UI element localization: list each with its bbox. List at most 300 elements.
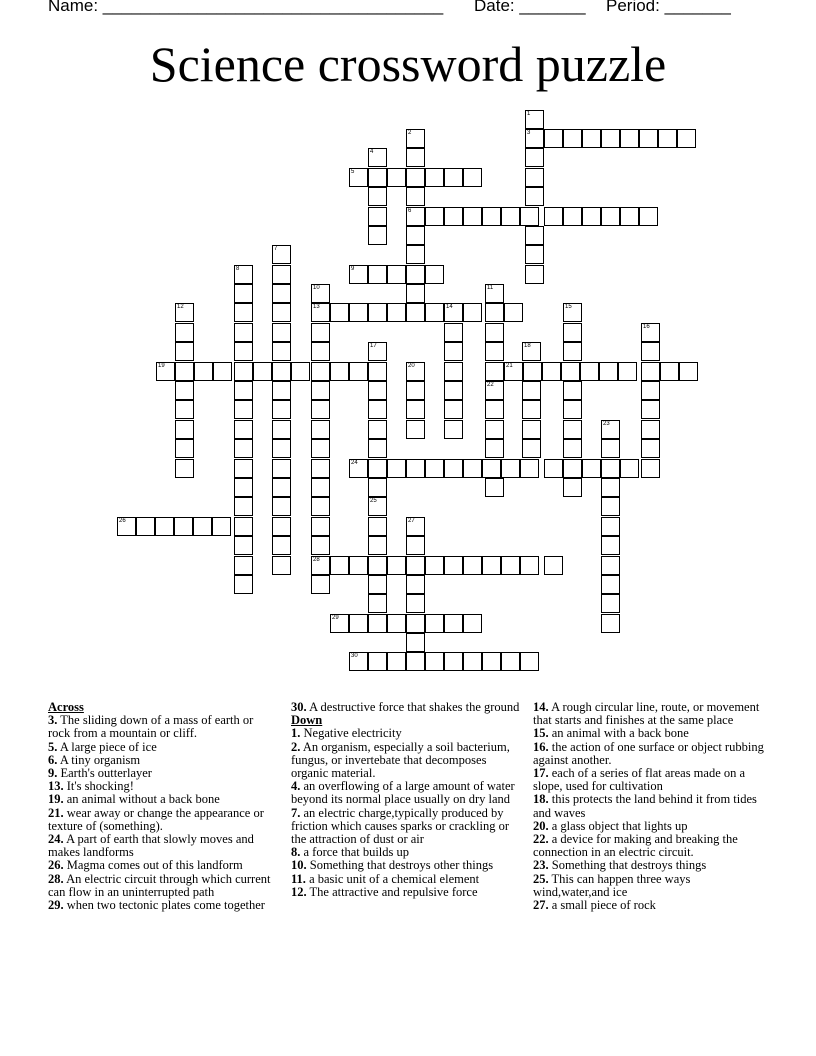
grid-cell[interactable] [485,303,504,322]
grid-cell[interactable] [406,129,425,148]
grid-cell[interactable] [175,362,194,381]
grid-cell[interactable] [311,439,330,458]
grid-cell[interactable] [504,303,523,322]
clue-number: 7. [291,805,301,820]
grid-cell[interactable] [641,439,660,458]
grid-cell[interactable] [444,614,463,633]
grid-cell[interactable] [368,420,387,439]
grid-cell[interactable] [387,459,406,478]
clue-number: 3. [48,713,58,728]
grid-cell[interactable] [641,342,660,361]
clue-number: 9. [48,766,58,781]
grid-cell[interactable] [639,129,658,148]
grid-cell[interactable] [582,129,601,148]
clue-column-2 [291,701,526,899]
grid-cell[interactable] [444,400,463,419]
grid-cell[interactable] [234,265,253,284]
grid-cell[interactable] [639,207,658,226]
grid-cell[interactable] [542,362,561,381]
grid-cell[interactable] [601,129,620,148]
grid-cell[interactable] [368,536,387,555]
grid-cell[interactable] [406,556,425,575]
clue-number-label: 11 [487,285,494,291]
grid-cell[interactable] [463,168,482,187]
grid-cell[interactable] [272,245,291,264]
grid-cell[interactable] [349,168,368,187]
grid-cell[interactable] [522,439,541,458]
grid-cell[interactable] [620,129,639,148]
grid-cell[interactable] [601,575,620,594]
grid-cell[interactable] [175,400,194,419]
grid-cell[interactable] [563,420,582,439]
grid-cell[interactable] [563,439,582,458]
grid-cell[interactable] [368,148,387,167]
grid-cell[interactable] [406,226,425,245]
grid-cell[interactable] [117,517,136,536]
grid-cell[interactable] [406,168,425,187]
grid-cell[interactable] [482,652,501,671]
grid-cell[interactable] [406,265,425,284]
grid-cell[interactable] [175,381,194,400]
grid-cell[interactable] [174,517,193,536]
grid-cell[interactable] [272,284,291,303]
grid-cell[interactable] [406,207,425,226]
grid-cell[interactable] [544,207,563,226]
grid-cell[interactable] [444,652,463,671]
grid-cell[interactable] [311,400,330,419]
clue-number-label: 30 [351,653,358,659]
grid-cell[interactable] [641,400,660,419]
grid-cell[interactable] [504,362,523,381]
grid-cell[interactable] [406,420,425,439]
grid-cell[interactable] [520,459,539,478]
grid-cell[interactable] [463,556,482,575]
grid-cell[interactable] [175,303,194,322]
grid-cell[interactable] [501,207,520,226]
grid-cell[interactable] [601,478,620,497]
grid-cell[interactable] [463,652,482,671]
clue-number: 18. [533,792,549,807]
grid-cell[interactable] [234,439,253,458]
grid-cell[interactable] [501,556,520,575]
grid-cell[interactable] [311,459,330,478]
grid-cell[interactable] [522,342,541,361]
grid-cell[interactable] [212,517,231,536]
grid-cell[interactable] [641,362,660,381]
grid-cell[interactable] [679,362,698,381]
grid-cell[interactable] [368,575,387,594]
grid-cell[interactable] [234,497,253,516]
grid-cell[interactable] [387,614,406,633]
clue-number: 17. [533,766,549,781]
period-field[interactable]: Period: _______ [606,0,731,15]
grid-cell[interactable] [582,459,601,478]
grid-cell[interactable] [368,381,387,400]
clue-number: 22. [533,832,549,847]
grid-cell[interactable] [525,110,544,129]
clue-number: 10. [291,858,307,873]
grid-cell[interactable] [525,265,544,284]
grid-cell[interactable] [563,400,582,419]
grid-cell[interactable] [311,323,330,342]
grid-cell[interactable] [444,168,463,187]
grid-cell[interactable] [563,207,582,226]
grid-cell[interactable] [272,536,291,555]
clue-number: 26. [48,858,64,873]
grid-cell[interactable] [272,400,291,419]
grid-cell[interactable] [444,459,463,478]
grid-cell[interactable] [368,265,387,284]
grid-cell[interactable] [563,381,582,400]
grid-cell[interactable] [501,459,520,478]
grid-cell[interactable] [601,439,620,458]
grid-cell[interactable] [444,207,463,226]
grid-cell[interactable] [406,536,425,555]
grid-cell[interactable] [563,342,582,361]
grid-cell[interactable] [425,652,444,671]
grid-cell[interactable] [253,362,272,381]
grid-cell[interactable] [406,633,425,652]
grid-cell[interactable] [485,420,504,439]
grid-cell[interactable] [272,497,291,516]
grid-cell[interactable] [311,536,330,555]
date-field[interactable]: Date: _______ [474,0,586,15]
grid-cell[interactable] [444,303,463,322]
grid-cell[interactable] [641,459,660,478]
down-clue [533,741,769,767]
grid-cell[interactable] [563,303,582,322]
grid-cell[interactable] [175,459,194,478]
grid-cell[interactable] [485,342,504,361]
grid-cell[interactable] [406,459,425,478]
grid-cell[interactable] [368,459,387,478]
grid-cell[interactable] [425,614,444,633]
grid-cell[interactable] [618,362,637,381]
clue-text: A rough circular line, route, or movement that starts and finishes at the same place [533,700,760,728]
grid-cell[interactable] [520,556,539,575]
grid-cell[interactable] [485,284,504,303]
grid-cell[interactable] [234,303,253,322]
grid-cell[interactable] [482,556,501,575]
grid-cell[interactable] [234,459,253,478]
grid-cell[interactable] [368,303,387,322]
clue-number: 2. [291,739,301,754]
clue-text: a force that builds up [303,845,410,860]
clue-text: Earth's outterlayer [60,766,152,781]
grid-cell[interactable] [311,517,330,536]
grid-cell[interactable] [311,478,330,497]
grid-cell[interactable] [234,381,253,400]
grid-cell[interactable] [425,459,444,478]
name-field[interactable]: Name: ____________________________________ [48,0,444,15]
grid-cell[interactable] [525,226,544,245]
grid-cell[interactable] [387,265,406,284]
clue-number-label: 1 [527,111,531,117]
grid-cell[interactable] [601,614,620,633]
grid-cell[interactable] [272,342,291,361]
grid-cell[interactable] [368,478,387,497]
grid-cell[interactable] [368,187,387,206]
grid-cell[interactable] [522,400,541,419]
grid-cell[interactable] [311,420,330,439]
grid-cell[interactable] [425,265,444,284]
grid-cell[interactable] [406,381,425,400]
clue-number-label: 18 [524,343,531,349]
grid-cell[interactable] [485,381,504,400]
grid-cell[interactable] [349,556,368,575]
grid-cell[interactable] [272,420,291,439]
grid-cell[interactable] [234,420,253,439]
grid-cell[interactable] [368,207,387,226]
clue-number: 25. [533,871,549,886]
grid-cell[interactable] [660,362,679,381]
grid-cell[interactable] [234,323,253,342]
grid-cell[interactable] [620,207,639,226]
grid-cell[interactable] [620,459,639,478]
grid-cell[interactable] [368,342,387,361]
grid-cell[interactable] [601,536,620,555]
grid-cell[interactable] [368,556,387,575]
grid-cell[interactable] [482,459,501,478]
grid-cell[interactable] [406,187,425,206]
down-clue [533,873,769,899]
grid-cell[interactable] [485,400,504,419]
grid-cell[interactable] [582,207,601,226]
grid-cell[interactable] [349,652,368,671]
grid-cell[interactable] [544,556,563,575]
grid-cell[interactable] [406,362,425,381]
grid-cell[interactable] [601,594,620,613]
clue-number-label: 23 [603,421,610,427]
grid-cell[interactable] [349,362,368,381]
across-heading: Across [48,700,84,714]
clue-number: 24. [48,832,64,847]
grid-cell[interactable] [463,614,482,633]
grid-cell[interactable] [563,459,582,478]
grid-cell[interactable] [234,362,253,381]
grid-cell[interactable] [311,556,330,575]
grid-cell[interactable] [544,129,563,148]
grid-cell[interactable] [193,517,212,536]
grid-cell[interactable] [234,536,253,555]
grid-cell[interactable] [272,556,291,575]
grid-cell[interactable] [485,478,504,497]
clue-number: 15. [533,726,549,741]
grid-cell[interactable] [601,517,620,536]
grid-cell[interactable] [563,129,582,148]
grid-cell[interactable] [525,129,544,148]
grid-cell[interactable] [272,362,291,381]
clue-number-label: 25 [370,498,377,504]
grid-cell[interactable] [599,362,618,381]
grid-cell[interactable] [272,517,291,536]
grid-cell[interactable] [425,168,444,187]
page-title: Science crossword puzzle [149,36,667,92]
grid-cell[interactable] [525,187,544,206]
grid-cell[interactable] [544,459,563,478]
grid-cell[interactable] [330,614,349,633]
grid-cell[interactable] [563,323,582,342]
grid-cell[interactable] [580,362,599,381]
grid-cell[interactable] [387,556,406,575]
grid-cell[interactable] [272,323,291,342]
grid-cell[interactable] [406,594,425,613]
grid-cell[interactable] [155,517,174,536]
clue-number-label: 10 [313,285,320,291]
grid-cell[interactable] [601,459,620,478]
grid-cell[interactable] [330,303,349,322]
grid-cell[interactable] [463,459,482,478]
grid-cell[interactable] [485,439,504,458]
grid-cell[interactable] [175,323,194,342]
grid-cell[interactable] [641,420,660,439]
grid-cell[interactable] [406,245,425,264]
grid-cell[interactable] [311,575,330,594]
grid-cell[interactable] [272,439,291,458]
grid-cell[interactable] [641,381,660,400]
grid-cell[interactable] [330,556,349,575]
grid-cell[interactable] [311,362,330,381]
grid-cell[interactable] [406,148,425,167]
grid-cell[interactable] [213,362,232,381]
grid-cell[interactable] [563,478,582,497]
grid-cell[interactable] [368,594,387,613]
grid-cell[interactable] [234,575,253,594]
grid-cell[interactable] [444,342,463,361]
clue-number: 8. [291,845,301,860]
grid-cell[interactable] [523,362,542,381]
grid-cell[interactable] [272,381,291,400]
grid-cell[interactable] [444,381,463,400]
across-clue [48,833,276,859]
grid-cell[interactable] [311,381,330,400]
grid-cell[interactable] [272,459,291,478]
grid-cell[interactable] [311,303,330,322]
clue-text: This can happen three ways wind,water,and ice [533,871,691,899]
grid-cell[interactable] [406,652,425,671]
grid-cell[interactable] [234,342,253,361]
grid-cell[interactable] [677,129,696,148]
grid-cell[interactable] [522,381,541,400]
grid-cell[interactable] [311,497,330,516]
clue-text: It's shocking! [66,779,134,794]
grid-cell[interactable] [463,207,482,226]
clue-number-label: 9 [351,266,355,272]
grid-cell[interactable] [272,478,291,497]
grid-cell[interactable] [175,342,194,361]
grid-cell[interactable] [349,303,368,322]
grid-cell[interactable] [525,148,544,167]
grid-cell[interactable] [387,303,406,322]
grid-cell[interactable] [349,459,368,478]
grid-cell[interactable] [406,400,425,419]
grid-cell[interactable] [234,517,253,536]
grid-cell[interactable] [311,284,330,303]
grid-cell[interactable] [234,556,253,575]
grid-cell[interactable] [485,323,504,342]
grid-cell[interactable] [482,207,501,226]
clue-number: 5. [48,739,58,754]
clue-text: a device for making and breaking the connection in an electric circuit. [533,832,738,860]
grid-cell[interactable] [387,168,406,187]
grid-cell[interactable] [349,614,368,633]
grid-cell[interactable] [522,420,541,439]
grid-cell[interactable] [234,478,253,497]
grid-cell[interactable] [406,614,425,633]
grid-cell[interactable] [425,207,444,226]
grid-cell[interactable] [444,420,463,439]
clue-number: 27. [533,898,549,913]
grid-cell[interactable] [368,362,387,381]
grid-cell[interactable] [406,284,425,303]
grid-cell[interactable] [444,323,463,342]
grid-cell[interactable] [406,575,425,594]
grid-cell[interactable] [525,168,544,187]
clue-number: 12. [291,884,307,899]
grid-cell[interactable] [349,265,368,284]
grid-cell[interactable] [368,614,387,633]
grid-cell[interactable] [368,517,387,536]
grid-cell[interactable] [272,265,291,284]
grid-cell[interactable] [234,400,253,419]
across-clue [48,714,276,740]
grid-cell[interactable] [368,652,387,671]
grid-cell[interactable] [291,362,310,381]
grid-cell[interactable] [330,362,349,381]
grid-cell[interactable] [368,168,387,187]
down-clue [291,807,526,847]
grid-cell[interactable] [425,303,444,322]
grid-cell[interactable] [425,556,444,575]
grid-cell[interactable] [194,362,213,381]
grid-cell[interactable] [234,284,253,303]
down-clue [533,767,769,793]
grid-cell[interactable] [525,245,544,264]
grid-cell[interactable] [406,303,425,322]
grid-cell[interactable] [658,129,677,148]
grid-cell[interactable] [311,342,330,361]
grid-cell[interactable] [368,400,387,419]
grid-cell[interactable] [601,497,620,516]
grid-cell[interactable] [601,420,620,439]
grid-cell[interactable] [501,652,520,671]
grid-cell[interactable] [601,207,620,226]
grid-cell[interactable] [175,420,194,439]
clue-number: 13. [48,779,64,794]
grid-cell[interactable] [387,652,406,671]
grid-cell[interactable] [175,439,194,458]
grid-cell[interactable] [641,323,660,342]
grid-cell[interactable] [561,362,580,381]
grid-cell[interactable] [485,362,504,381]
grid-cell[interactable] [520,652,539,671]
grid-cell[interactable] [601,556,620,575]
grid-cell[interactable] [406,517,425,536]
grid-cell[interactable] [272,303,291,322]
grid-cell[interactable] [368,226,387,245]
grid-cell[interactable] [520,207,539,226]
clue-number: 16. [533,739,549,754]
grid-cell[interactable] [368,497,387,516]
clue-text: wear away or change the appearance or texture of (something). [48,805,264,833]
grid-cell[interactable] [463,303,482,322]
grid-cell[interactable] [444,556,463,575]
across-clue [48,807,276,833]
grid-cell[interactable] [156,362,175,381]
grid-cell[interactable] [368,439,387,458]
grid-cell[interactable] [136,517,155,536]
grid-cell[interactable] [444,362,463,381]
